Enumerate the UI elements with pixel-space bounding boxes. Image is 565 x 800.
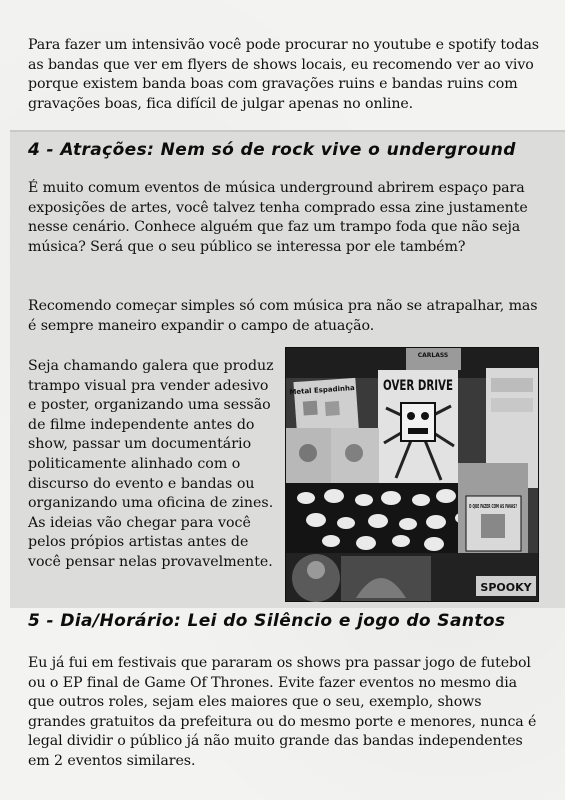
zine4-label: SPOOKY [480, 581, 532, 594]
zine1-label: Metal Espadinha [289, 383, 355, 397]
zine3-label: O QUE FAZER COM AS FAVAS? [469, 504, 518, 510]
section4-paragraph-2: Recomendo começar simples só com música pra não se atrapalhar, mas é sempre maneiro expandir o campo de atuação. [28, 298, 538, 334]
zine2-label: OVER DRIVE [383, 378, 453, 394]
section5-paragraph: Eu já fui em festivais que pararam os shows pra passar jogo de futebol ou o EP final de Game Of Thrones. Evite fazer eventos no mesmo dia que outros roles, sejam eles maiores que o seu, exemplo, shows grandes gratuitos da prefeitura ou do mesmo porte e menores, nunca é legal dividir o público já não muito grande das bandas independentes em 2 eventos similares. [28, 655, 537, 769]
intro-paragraph: Para fazer um intensivão você pode procurar no youtube e spotify todas as bandas que ver em flyers de shows locais, eu recomendo ver ao vivo porque existem banda boas com gravações ruins e bandas ruins com gravações boas, fica difícil de julgar apenas no online. [28, 37, 539, 112]
section4-paragraph-3: Seja chamando galera que produz trampo visual pra vender adesivo e poster, organizando uma sessão de filme independente antes do show, passar um documentário politicamente alinhado com o discurso do evento e bandas ou organizando uma oficina de zines. As ideias vão chegar para você pelos própios artistas antes de você pensar nelas provavelmente. [28, 358, 274, 570]
zine5-label: CARLASS [417, 352, 449, 359]
zine-stand-photo [285, 347, 539, 602]
section4-heading: 4 - Atrações: Nem só de rock vive o underground [28, 140, 516, 160]
section4-paragraph-1: É muito comum eventos de música underground abrirem espaço para exposições de artes, você talvez tenha comprado essa zine justamente nesse cenário. Conhece alguém que faz um trampo foda que não seja música? Será que o seu público se interessa por ele também? [28, 180, 528, 255]
section5-heading: 5 - Dia/Horário: Lei do Silêncio e jogo do Santos [28, 611, 506, 631]
